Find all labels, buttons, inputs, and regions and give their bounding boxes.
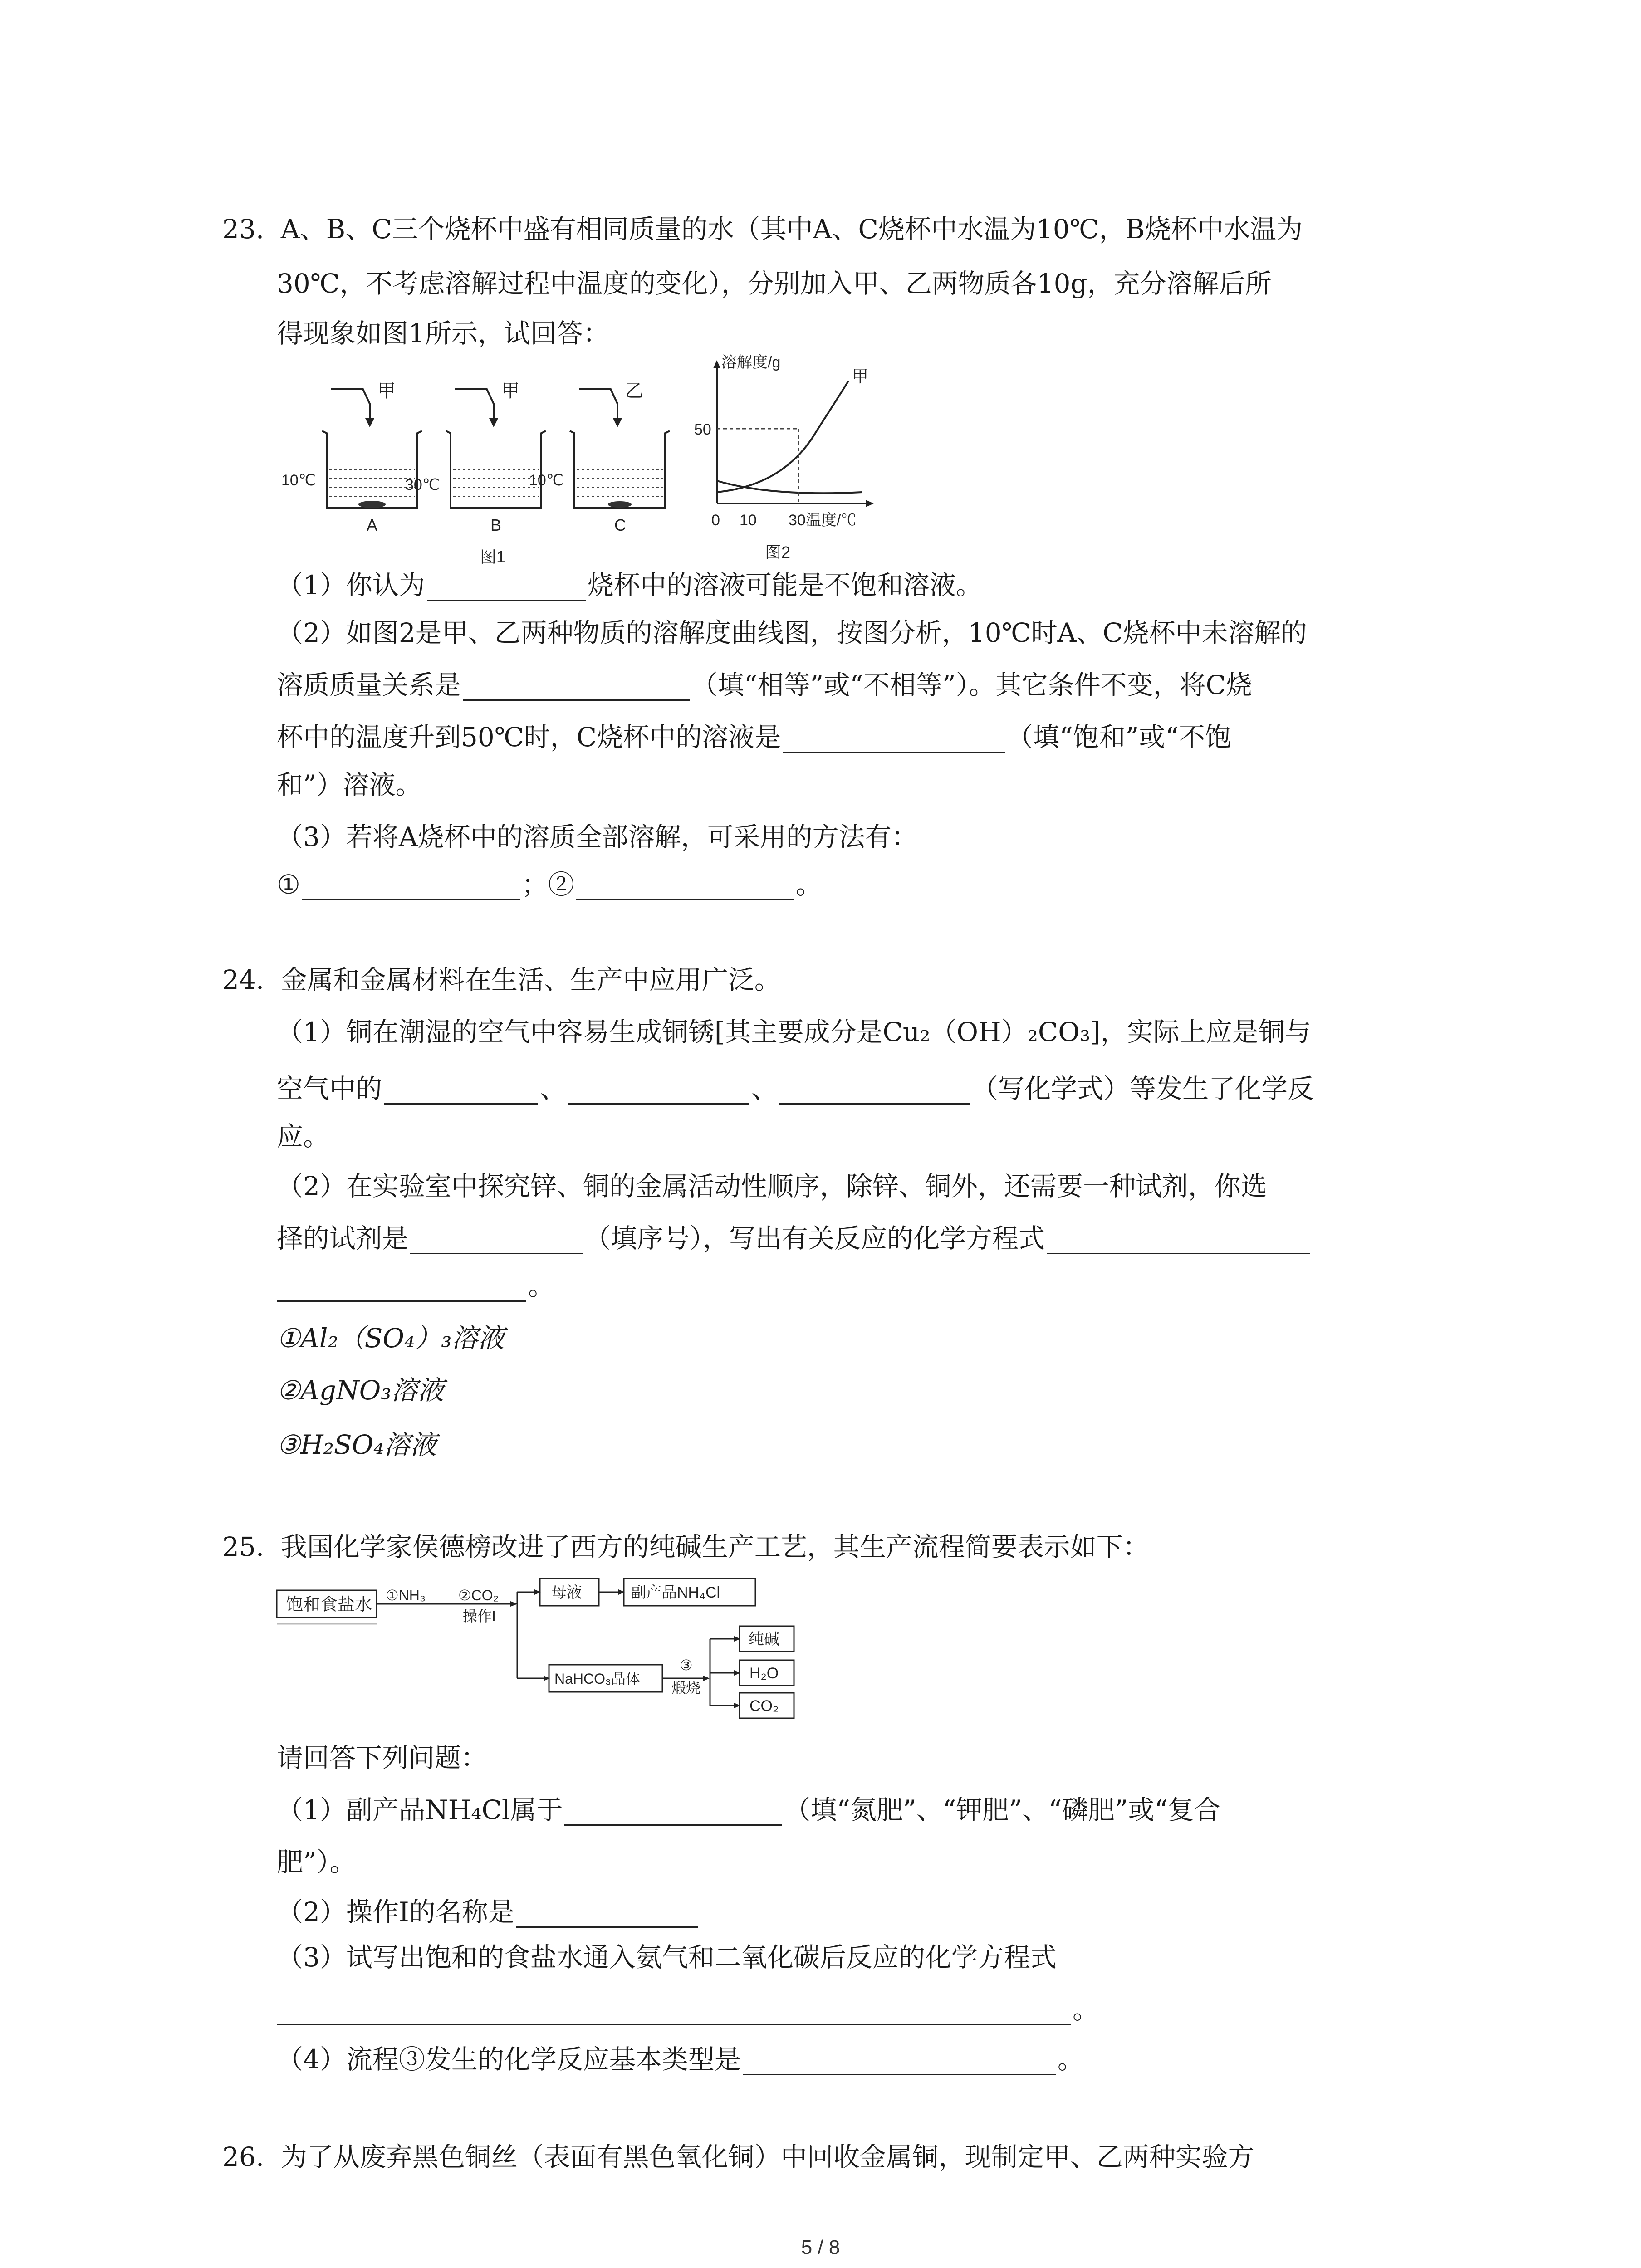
flow-out-co2: CO₂ <box>749 1697 779 1715</box>
q26-line1: 26. 为了从废弃黑色铜丝（表面有黑色氧化铜）中回收金属铜，现制定甲、乙两种实验方 <box>222 2141 1254 2172</box>
fig1-temp-b: 30℃ <box>405 476 440 494</box>
flow-mother-liquor: 母液 <box>551 1584 582 1601</box>
fig1-beaker-c-label: C <box>614 516 626 534</box>
fig2-ylabel: 溶解度/g <box>721 354 781 371</box>
q24-answer-2b-blank[interactable] <box>1047 1227 1310 1254</box>
flow-step3: ③ <box>680 1657 693 1673</box>
fig2-xlabel: 温度/℃ <box>806 512 857 529</box>
page-number: 5 / 8 <box>801 2236 840 2258</box>
q25-answer-4-blank[interactable] <box>743 2048 1056 2075</box>
q25-part2: （2）操作I的名称是 <box>277 1896 700 1928</box>
q23-answer-3a-blank[interactable] <box>302 874 520 900</box>
fig2-curve-jia <box>717 381 848 492</box>
q24-answer-1b-blank[interactable] <box>568 1078 749 1105</box>
q25-part4: （4）流程③发生的化学反应基本类型是 。 <box>277 2044 1084 2075</box>
q23-answer-3b-blank[interactable] <box>576 874 794 900</box>
flow-byproduct: 副产品NH₄Cl <box>631 1584 720 1601</box>
q24-answer-2a-blank[interactable] <box>410 1227 583 1254</box>
fig1-beaker-b-label: B <box>490 516 502 534</box>
fig2-x-tick-10: 10 <box>740 512 757 529</box>
q24-part2-line1: （2）在实验室中探究锌、铜的金属活动性顺序，除锌、铜外，还需要一种试剂，你选 <box>277 1171 1267 1202</box>
q23-text-1: A、B、C三个烧杯中盛有相同质量的水（其中A、C烧杯中水温为10℃，B烧杯中水温为 <box>280 214 1303 244</box>
fig1-beaker-a-label: A <box>367 516 378 534</box>
q23-line3: 得现象如图1所示，试回答： <box>277 318 609 349</box>
q25-answer-1-blank[interactable] <box>564 1799 782 1826</box>
q24-answer-2c-blank[interactable] <box>277 1275 526 1302</box>
q23-part2-line1: （2）如图2是甲、乙两种物质的溶解度曲线图，按图分析，10℃时A、C烧杯中未溶解的 <box>277 617 1307 648</box>
q24-line1: 24. 金属和金属材料在生活、生产中应用广泛。 <box>222 964 781 995</box>
q25-number: 25. <box>222 1531 265 1562</box>
q24-part1-line2: 空气中的 、 、 （写化学式）等发生了化学反 <box>277 1073 1314 1104</box>
q25-line1: 25. 我国化学家侯德榜改进了西方的纯碱生产工艺，其生产流程简要表示如下： <box>222 1531 1149 1562</box>
q25-part1-line2: 肥”）。 <box>277 1847 356 1877</box>
fig1-arrow-b-label: 甲 <box>501 381 519 401</box>
q25-part3: （3）试写出饱和的食盐水通入氨气和二氧化碳后反应的化学方程式 <box>277 1942 1057 1973</box>
q24-option-2: ②AgNO₃溶液 <box>277 1375 444 1406</box>
flow-op1: 操作I <box>463 1608 496 1624</box>
q26-number: 26. <box>222 2141 265 2172</box>
q25-answer-3-blank[interactable] <box>277 1999 1071 2025</box>
q24-part1-line1: （1）铜在潮湿的空气中容易生成铜锈[其主要成分是Cu₂（OH）₂CO₃]，实际上应是铜与 <box>277 1017 1311 1047</box>
q23-answer-1-blank[interactable] <box>427 574 586 601</box>
flow-nahco3: NaHCO₃晶体 <box>554 1671 641 1687</box>
fig2-curve-yi <box>717 481 862 493</box>
fig2-x-tick-0: 0 <box>711 512 720 529</box>
q23-part1: （1）你认为 烧杯中的溶液可能是不饱和溶液。 <box>277 570 982 601</box>
q23-number: 23. <box>222 214 265 244</box>
q25-answer-2-blank[interactable] <box>516 1901 698 1928</box>
q23-line1 <box>222 213 1303 245</box>
fig2-series-label: 甲 <box>852 367 869 386</box>
q23-line2: 30℃，不考虑溶解过程中温度的变化），分别加入甲、乙两物质各10g，充分溶解后所 <box>277 268 1272 299</box>
q23-part2-line4: 和”）溶液。 <box>277 769 422 800</box>
q24-number: 24. <box>222 964 265 995</box>
figure-2-solubility <box>681 354 898 576</box>
q23-part2-line2: 溶质质量关系是 （填“相等”或“不相等”）。其它条件不变，将C烧 <box>277 670 1253 700</box>
fig2-y-tick-50: 50 <box>694 421 711 438</box>
flow-out-water: H₂O <box>749 1665 779 1682</box>
q23-answer-2a-blank[interactable] <box>463 674 690 701</box>
q23-part3-line2: ① ；② 。 <box>277 869 823 900</box>
q24-part2-line2: 择的试剂是 （填序号），写出有关反应的化学方程式 <box>277 1222 1312 1254</box>
flow-step1: ①NH₃ <box>386 1587 426 1603</box>
fig1-caption: 图1 <box>480 547 506 566</box>
q24-part1-line3: 应。 <box>277 1121 330 1152</box>
fig1-arrow-a-label: 甲 <box>377 381 396 401</box>
q23-answer-2b-blank[interactable] <box>783 726 1005 753</box>
q24-answer-1a-blank[interactable] <box>384 1078 538 1105</box>
fig2-x-tick-30: 30 <box>789 512 806 529</box>
q25-intro: 请回答下列问题： <box>277 1742 488 1773</box>
q25-part3-answer-line: 。 <box>277 1994 1099 2025</box>
q24-option-3: ③H₂SO₄溶液 <box>277 1429 437 1460</box>
q24-answer-1c-blank[interactable] <box>779 1078 970 1105</box>
figure-1-beakers <box>272 381 681 576</box>
flow-start: 饱和食盐水 <box>286 1595 372 1614</box>
fig1-temp-c: 10℃ <box>529 472 564 489</box>
q24-part2-line3: 。 <box>277 1270 554 1302</box>
q25-flow-diagram <box>272 1574 817 1728</box>
flow-step2: ②CO₂ <box>458 1587 499 1603</box>
q23-part2-line3: 杯中的温度升到50℃时，C烧杯中的溶液是 （填“饱和”或“不饱 <box>277 722 1232 753</box>
fig2-caption: 图2 <box>765 543 791 562</box>
flow-out-soda: 纯碱 <box>749 1631 779 1648</box>
flow-calcine: 煅烧 <box>671 1680 701 1696</box>
q24-option-1: ①Al₂（SO₄）₃溶液 <box>277 1323 505 1354</box>
q23-part3-line1: （3）若将A烧杯中的溶质全部溶解，可采用的方法有： <box>277 821 918 852</box>
fig1-temp-a: 10℃ <box>281 472 316 489</box>
q25-part1-line1: （1）副产品NH₄Cl属于 （填“氮肥”、“钾肥”、“磷肥”或“复合 <box>277 1794 1220 1825</box>
fig1-arrow-c-label: 乙 <box>625 381 643 401</box>
